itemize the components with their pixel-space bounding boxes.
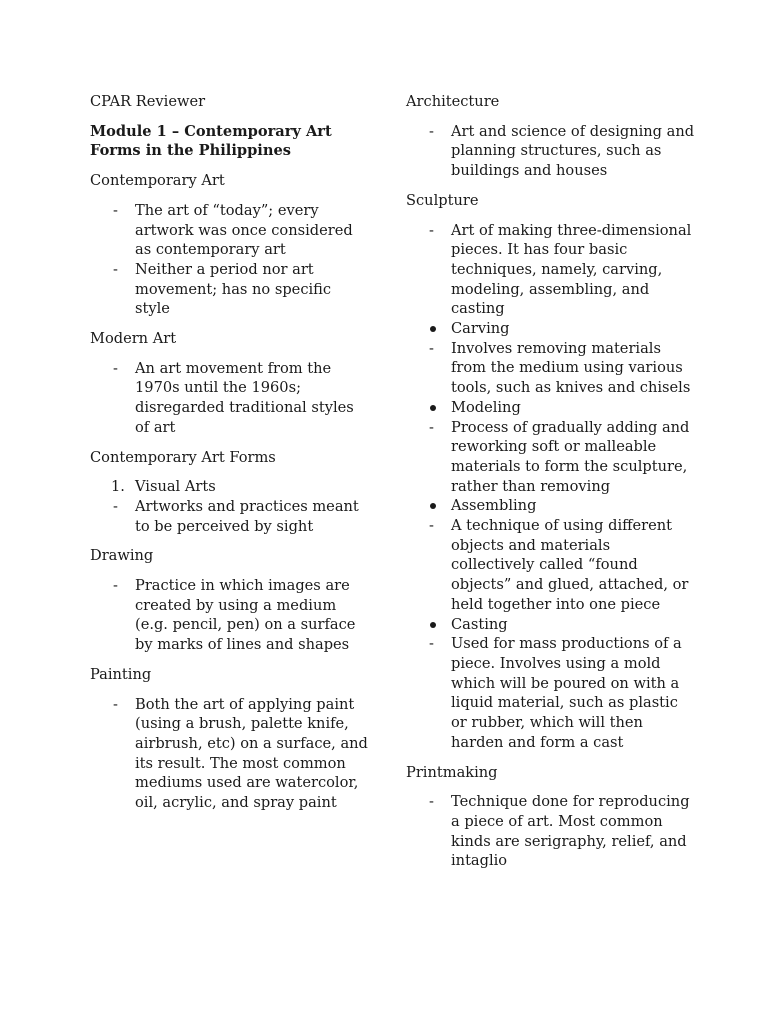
sculpture-list <box>406 221 696 753</box>
list-item-text: Art of making three-dimensional pieces. It has four basic techniques, namely, carving, modeling, assembling, and casting <box>451 221 692 318</box>
list-item <box>406 339 696 398</box>
art-forms-list <box>90 477 370 536</box>
heading-modern-art: Modern Art <box>90 330 177 348</box>
heading-contemporary-art: Contemporary Art <box>90 172 225 190</box>
painting-list <box>90 695 370 813</box>
bullet-marker <box>430 622 436 628</box>
list-item <box>90 695 370 813</box>
bullet-marker <box>430 405 436 411</box>
dash-marker: - <box>113 695 118 713</box>
list-item <box>90 201 370 260</box>
technique-name: Modeling <box>451 398 521 416</box>
list-item <box>406 221 696 320</box>
list-item <box>90 497 370 536</box>
bullet-item-modeling <box>406 398 696 418</box>
dash-marker: - <box>113 260 118 278</box>
list-item <box>90 359 370 438</box>
list-item-text: Technique done for reproducing a piece of art. Most common kinds are serigraphy, relief, and intaglio <box>451 793 690 870</box>
list-item <box>90 260 370 319</box>
technique-desc: Used for mass productions of a piece. Involves using a mold which will be poured on with a liquid material, such as plastic or rubber, which will then harden and form a cast <box>451 635 682 751</box>
list-item-text: An art movement from the 1970s until the 1960s; disregarded traditional styles of art <box>135 359 354 436</box>
technique-name: Casting <box>451 615 508 633</box>
dash-marker: - <box>429 517 434 535</box>
technique-desc: Process of gradually adding and reworking soft or malleable materials to form the sculpture, rather than removing <box>451 418 690 495</box>
dash-marker: - <box>429 635 434 653</box>
list-item-text: Artworks and practices meant to be perceived by sight <box>135 497 359 535</box>
list-item-text: Visual Arts <box>135 478 216 496</box>
bullet-item-carving <box>406 319 696 339</box>
left-column <box>90 92 370 823</box>
document-header: CPAR Reviewer <box>90 93 206 110</box>
list-item-text: Both the art of applying paint (using a brush, palette knife, airbrush, etc) on a surface, and its result. The most common mediums used are watercolor, oil, acrylic, and spray paint <box>135 695 368 812</box>
modern-art-list <box>90 359 370 438</box>
technique-desc: Involves removing materials from the medium using various tools, such as knives and chisels <box>451 339 691 397</box>
dash-marker: - <box>113 201 118 219</box>
technique-name: Carving <box>451 320 510 338</box>
drawing-list <box>90 576 370 655</box>
right-column <box>406 92 696 881</box>
dash-marker: - <box>113 577 118 595</box>
list-item <box>90 576 370 655</box>
heading-sculpture: Sculpture <box>406 191 479 209</box>
dash-marker: - <box>429 793 434 811</box>
list-item-text: Practice in which images are created by using a medium (e.g. pencil, pen) on a surface by marks of lines and shapes <box>135 577 356 654</box>
dash-marker: - <box>429 221 434 239</box>
dash-marker: - <box>429 339 434 357</box>
list-item <box>406 792 696 871</box>
heading-architecture: Architecture <box>406 93 500 110</box>
list-item <box>406 418 696 497</box>
bullet-item-casting <box>406 615 696 635</box>
heading-contemporary-art-forms: Contemporary Art Forms <box>90 448 276 466</box>
dash-marker: - <box>429 122 434 140</box>
architecture-list <box>406 122 696 181</box>
list-item <box>406 122 696 181</box>
dash-marker: - <box>429 418 434 436</box>
dash-marker: - <box>113 359 118 377</box>
list-item-text: Neither a period nor art movement; has no specific style <box>135 260 332 318</box>
number-marker: 1. <box>111 478 125 496</box>
list-item-text: Art and science of designing and planning structures, such as buildings and houses <box>451 122 695 180</box>
list-item <box>406 516 696 615</box>
heading-printmaking: Printmaking <box>406 763 498 781</box>
list-item-text: The art of “today”; every artwork was once considered as contemporary art <box>135 201 353 259</box>
bullet-item-assembling <box>406 496 696 516</box>
list-item <box>406 634 696 752</box>
bullet-marker <box>430 503 436 509</box>
technique-name: Assembling <box>451 497 537 515</box>
numbered-item <box>90 477 370 497</box>
contemporary-art-list <box>90 201 370 319</box>
module-title: Module 1 – Contemporary Art Forms in the Philippines <box>90 122 332 160</box>
printmaking-list <box>406 792 696 871</box>
dash-marker: - <box>113 497 118 515</box>
bullet-marker <box>430 326 436 332</box>
heading-painting: Painting <box>90 665 152 683</box>
heading-drawing: Drawing <box>90 547 154 565</box>
technique-desc: A technique of using different objects and materials collectively called “found objects” and glued, attached, or held together into one piece <box>451 517 689 613</box>
